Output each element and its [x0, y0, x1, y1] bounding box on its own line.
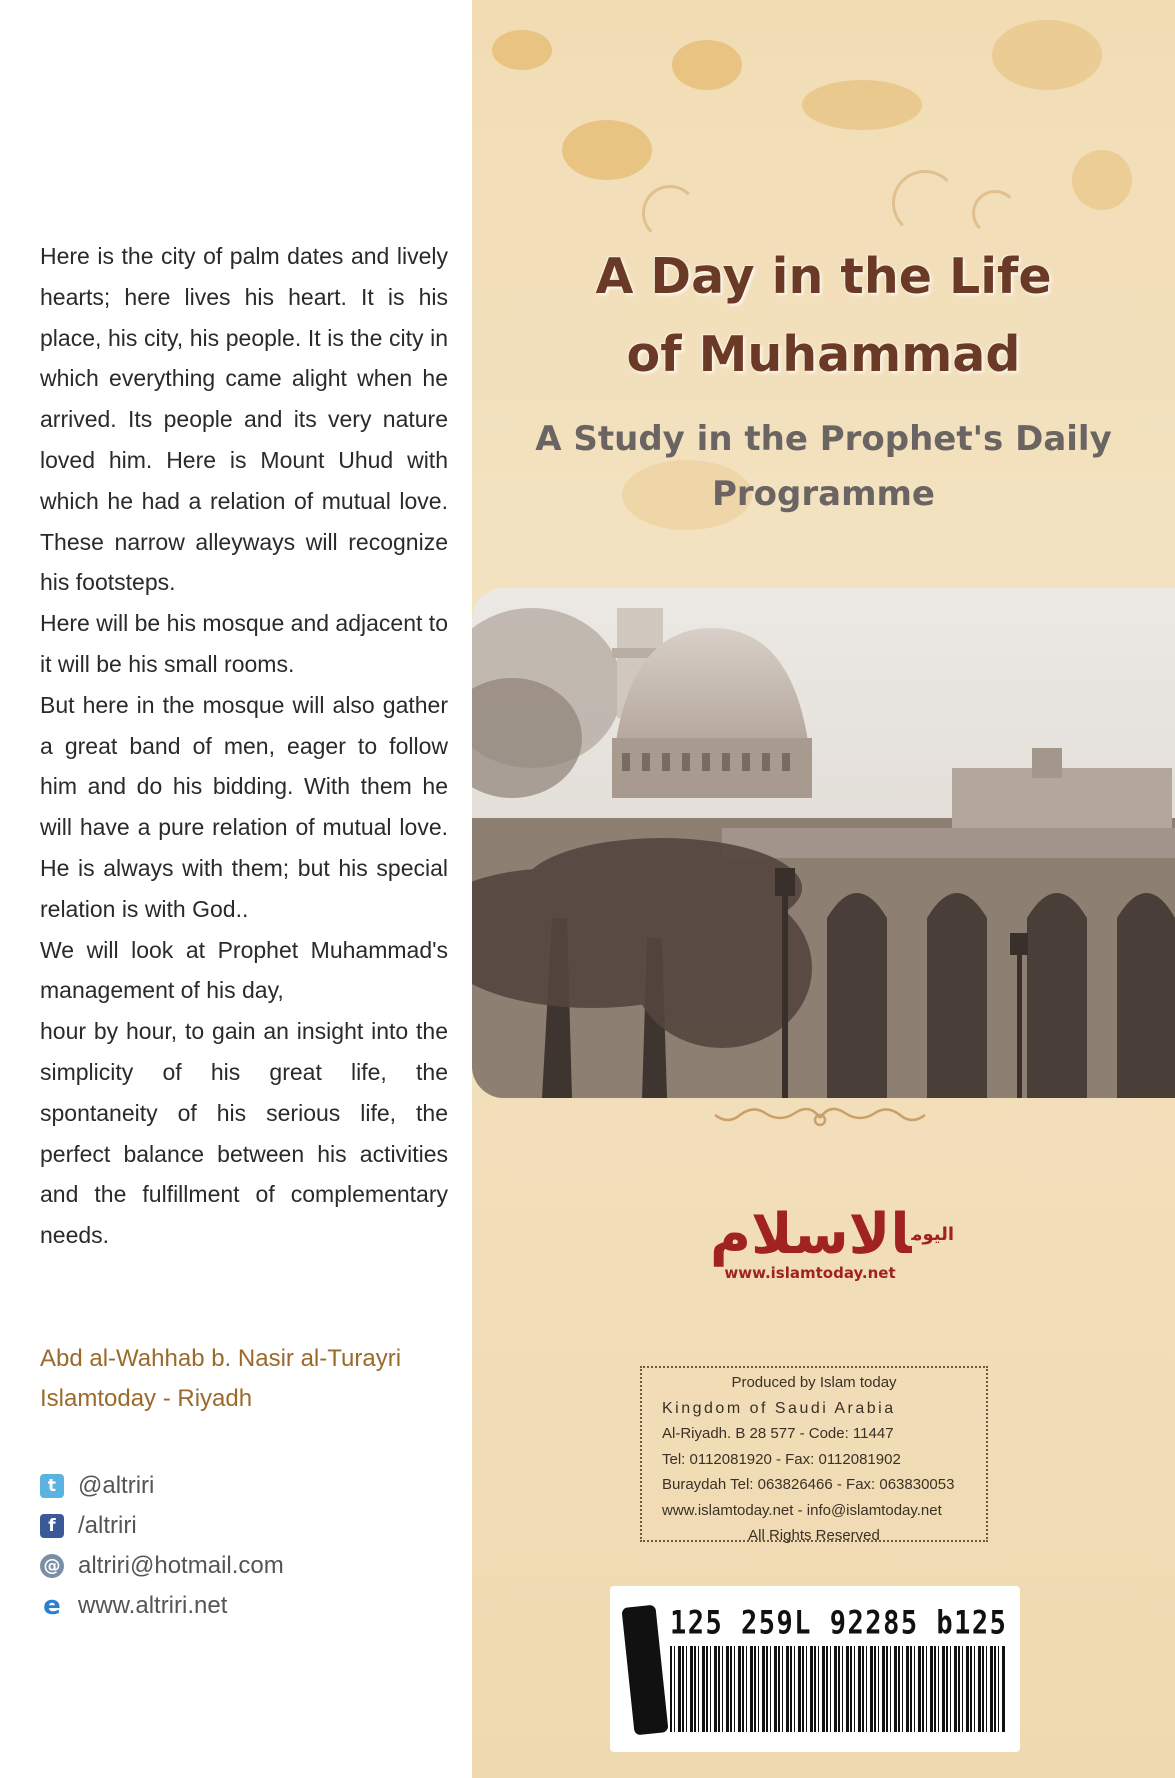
social-email[interactable] [40, 1546, 284, 1586]
logo-arabic [710, 1202, 955, 1267]
author-block [40, 1339, 401, 1419]
twitter-handle[interactable]: @altriri [78, 1472, 155, 1499]
ie-icon: e [43, 1591, 61, 1621]
ornament-flourish [700, 1098, 940, 1138]
decor-swirl [892, 170, 958, 236]
mosque-photo [472, 588, 1175, 1098]
book-subtitle-line-2: Programme [711, 474, 935, 514]
decor-swirl [642, 185, 698, 241]
decor-splat [1072, 150, 1132, 210]
mail-icon: @ [40, 1554, 64, 1578]
logo-url: www.islamtoday.net [724, 1264, 896, 1282]
tel-line: Tel: 0112081920 - Fax: 0112081902 [662, 1450, 901, 1468]
produced-by: Produced by Islam today [731, 1374, 897, 1391]
kingdom-line: Kingdom of Saudi Arabia [662, 1399, 896, 1417]
decor-splat [562, 120, 652, 180]
publisher-info-box [640, 1366, 988, 1542]
blurb-paragraph-4: We will look at Prophet Muhammad's management of his day, [40, 936, 448, 1004]
barcode-bars [670, 1646, 1006, 1732]
social-twitter[interactable] [40, 1466, 284, 1506]
decor-swirl [972, 190, 1018, 236]
decor-splat [802, 80, 922, 130]
book-title [472, 238, 1175, 394]
islamtoday-logo [710, 1202, 955, 1282]
blurb-paragraph-5: hour by hour, to gain an insight into the simplicity of his great life, the spontaneity of his serious life, the perfect balance between his activities and the fulfillment of complementary needs. [40, 1018, 448, 1249]
book-subtitle-line-1: A Study in the Prophet's Daily [535, 419, 1112, 459]
book-title-line-1: A Day in the Life [595, 248, 1052, 305]
email-address[interactable]: altriri@hotmail.com [78, 1552, 284, 1579]
twitter-icon: t [40, 1474, 64, 1498]
author-org: Islamtoday - Riyadh [40, 1385, 253, 1412]
barcode-number: 125 259L 92285 b125 [670, 1604, 1008, 1643]
author-name: Abd al-Wahhab b. Nasir al-Turayri [40, 1345, 402, 1372]
social-website[interactable] [40, 1586, 284, 1626]
book-title-line-2: of Muhammad [626, 326, 1021, 383]
blurb-paragraph-1: Here is the city of palm dates and lively hearts; here lives his heart. It is his place, his city, his people. It is the city in which everything came alight when he arrived. Its people and its very nature loved him. Here is Mount Uhud with which he had a relation of mutual love. These narrow alleyways will recognize his footsteps. [40, 243, 448, 596]
address-line: Al-Riyadh. B 28 577 - Code: 11447 [662, 1425, 894, 1442]
rights-line: All Rights Reserved [748, 1527, 880, 1544]
buraydah-line: Buraydah Tel: 063826466 - Fax: 063830053 [662, 1476, 955, 1493]
barcode-mark [621, 1605, 668, 1736]
decor-splat [992, 20, 1102, 90]
mosque-photo-image [472, 588, 1175, 1098]
barcode [610, 1586, 1020, 1752]
logo-arabic-small: اليوم [911, 1224, 955, 1245]
social-facebook[interactable] [40, 1506, 284, 1546]
back-cover-left-column [0, 0, 472, 1778]
facebook-handle[interactable]: /altriri [78, 1512, 137, 1539]
decor-splat [492, 30, 552, 70]
blurb-paragraph-2: Here will be his mosque and adjacent to it will be his small rooms. [40, 610, 448, 677]
facebook-icon: f [40, 1514, 64, 1538]
blurb-text [40, 236, 448, 1256]
blurb-paragraph-3: But here in the mosque will also gather a great band of men, eager to follow him and do his bidding. With them he will have a pure relation of mutual love. He is always with them; but his special relation is with God.. [40, 691, 448, 922]
web-line: www.islamtoday.net - info@islamtoday.net [662, 1501, 942, 1519]
logo-arabic-main: الاسلام [710, 1202, 912, 1267]
social-links [40, 1466, 284, 1626]
website-url[interactable]: www.altriri.net [78, 1592, 228, 1619]
decor-splat [672, 40, 742, 90]
book-subtitle [472, 412, 1175, 522]
